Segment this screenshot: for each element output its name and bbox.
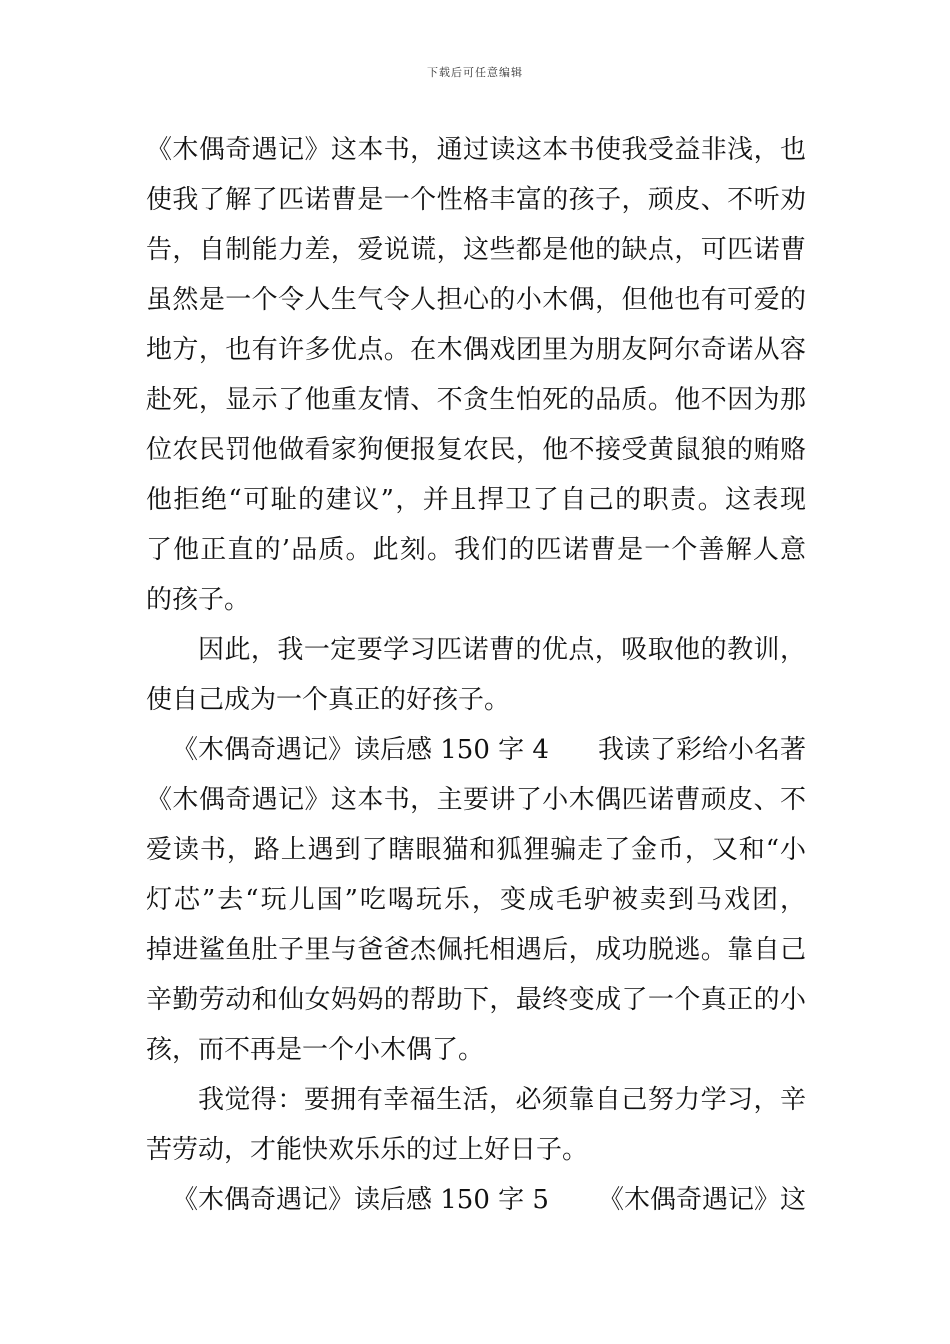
body-line: 使我了解了匹诺曹是一个性格丰富的孩子，顽皮、不听劝 — [146, 185, 806, 215]
body-line: 的孩子。 — [146, 585, 251, 615]
body-line: 灯芯”去“玩儿国”吃喝玩乐，变成毛驴被卖到马戏团， — [146, 885, 806, 915]
body-line: 苦劳动，才能快欢乐乐的过上好日子。 — [146, 1135, 589, 1165]
body-line: 爱读书，路上遇到了瞎眼猫和狐狸骗走了金币，又和“小 — [146, 835, 806, 865]
paragraph-first-line: 我觉得：要拥有幸福生活，必须靠自己努力学习，辛 — [198, 1085, 806, 1115]
body-line: 了他正直的’品质。此刻。我们的匹诺曹是一个善解人意 — [146, 535, 806, 565]
section-heading-line — [146, 1185, 806, 1215]
page-header: 下载后可任意编辑 — [427, 66, 523, 79]
body-line: 使自己成为一个真正的好孩子。 — [146, 685, 511, 715]
section-lead-text: 我读了彩给小名著 — [597, 735, 806, 765]
section-heading-line — [146, 735, 806, 765]
paragraph-first-line: 因此，我一定要学习匹诺曹的优点，吸取他的教训， — [198, 635, 806, 665]
body-line: 地方，也有许多优点。在木偶戏团里为朋友阿尔奇诺从容 — [146, 335, 806, 365]
body-line: 位农民罚他做看家狗便报复农民，他不接受黄鼠狼的贿赂 — [146, 435, 806, 465]
body-line: 告，自制能力差，爱说谎，这些都是他的缺点，可匹诺曹 — [146, 235, 806, 265]
body-line: 《木偶奇遇记》这本书，通过读这本书使我受益非浅，也 — [146, 135, 806, 165]
section-lead-text: 《木偶奇遇记》这 — [597, 1185, 806, 1215]
body-line: 掉进鲨鱼肚子里与爸爸杰佩托相遇后，成功脱逃。靠自己 — [146, 935, 806, 965]
body-line: 《木偶奇遇记》这本书，主要讲了小木偶匹诺曹顽皮、不 — [146, 785, 806, 815]
body-line: 辛勤劳动和仙女妈妈的帮助下，最终变成了一个真正的小 — [146, 985, 806, 1015]
body-line: 虽然是一个令人生气令人担心的小木偶，但他也有可爱的 — [146, 285, 806, 315]
body-line: 孩，而不再是一个小木偶了。 — [146, 1035, 485, 1065]
body-line: 他拒绝“可耻的建议”，并且捍卫了自己的职责。这表现 — [146, 485, 806, 515]
section-heading: 《木偶奇遇记》读后感 150 字 4 — [172, 735, 549, 765]
body-line: 赴死，显示了他重友情、不贪生怕死的品质。他不因为那 — [146, 385, 806, 415]
section-heading: 《木偶奇遇记》读后感 150 字 5 — [172, 1185, 549, 1215]
